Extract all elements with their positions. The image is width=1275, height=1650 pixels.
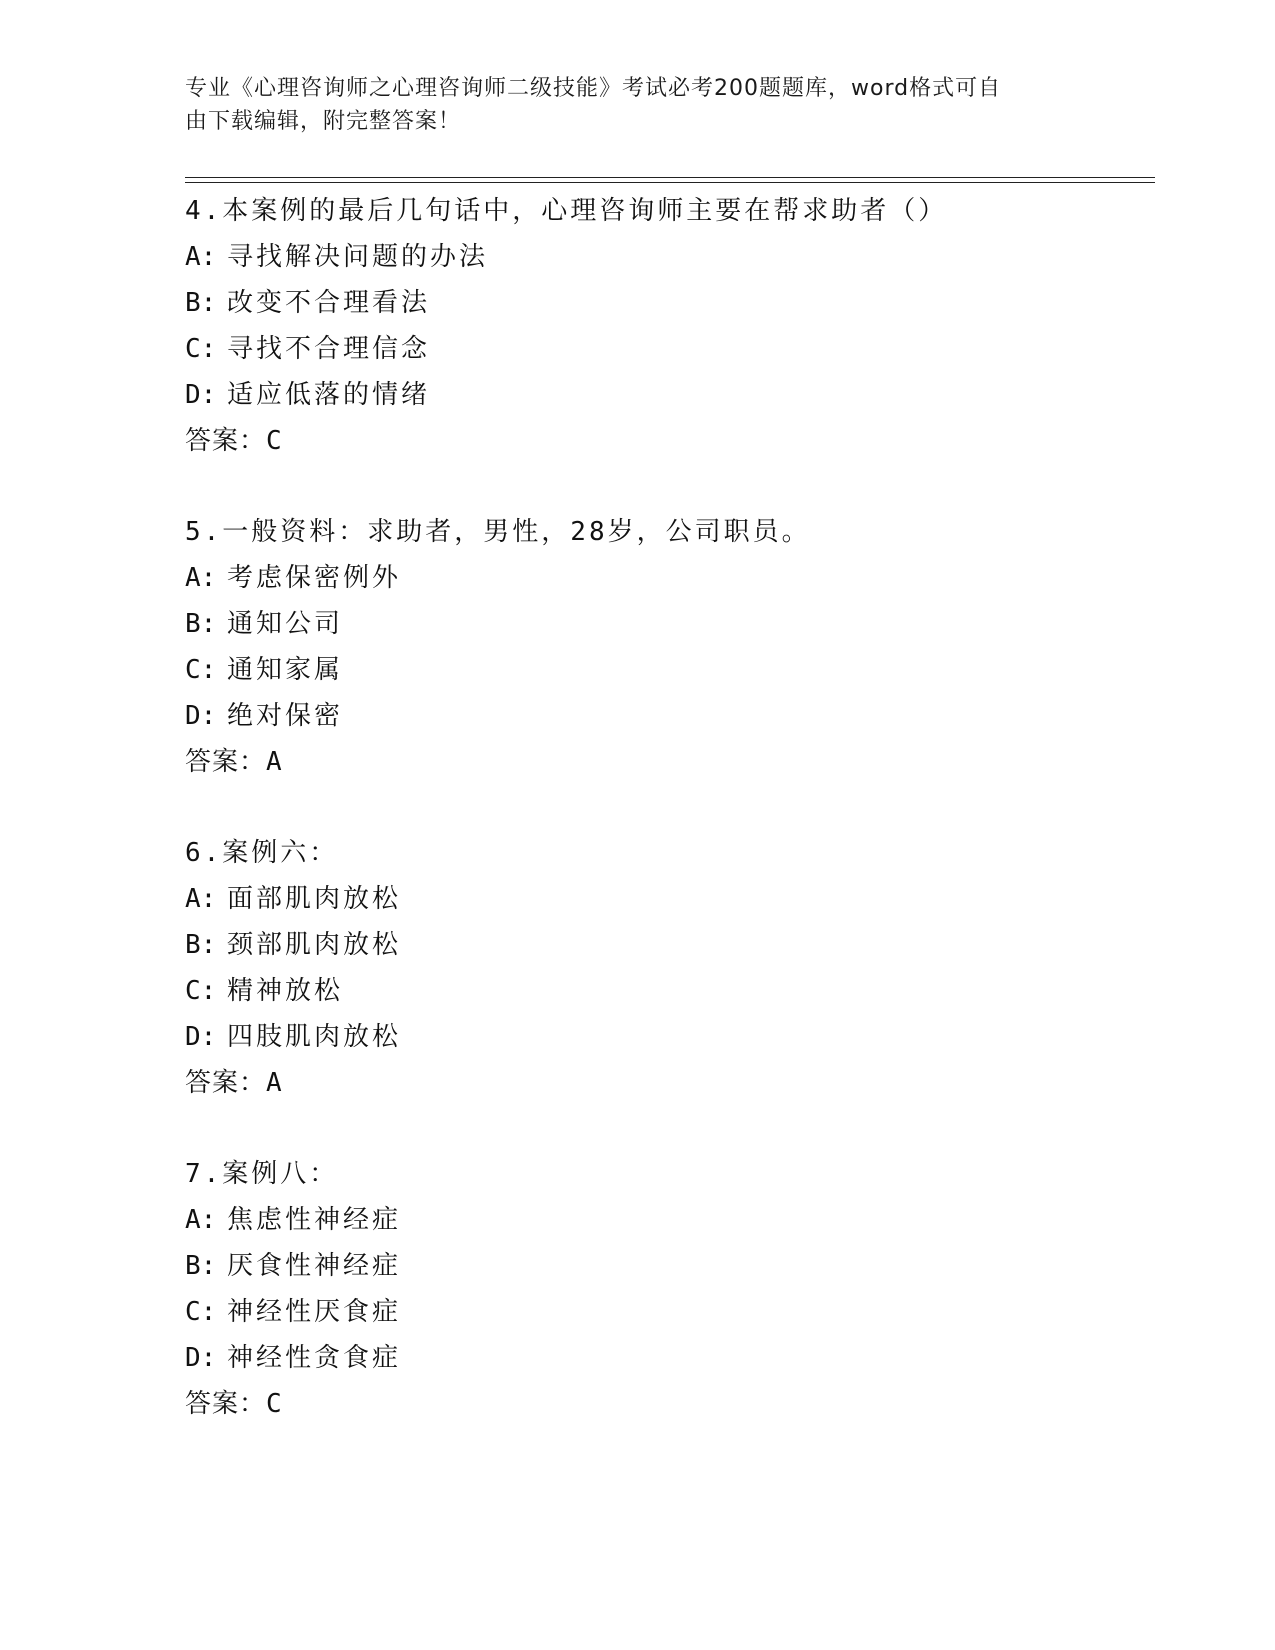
option-text: 改变不合理看法	[227, 288, 431, 318]
option-letter: B:	[185, 288, 217, 318]
option-text: 考虑保密例外	[227, 563, 402, 593]
question-item	[185, 830, 1145, 1106]
question-spacer	[185, 464, 1145, 509]
option-text: 厌食性神经症	[227, 1251, 402, 1281]
option-letter: B:	[185, 930, 217, 960]
option-c	[185, 1289, 1145, 1335]
question-spacer	[185, 1106, 1145, 1151]
option-c	[185, 647, 1145, 693]
option-letter: C:	[185, 655, 217, 685]
question-item	[185, 188, 1145, 464]
option-c	[185, 968, 1145, 1014]
option-text: 通知家属	[227, 655, 344, 685]
option-text: 面部肌肉放松	[227, 884, 402, 914]
question-item	[185, 1151, 1145, 1427]
question-spacer	[185, 785, 1145, 830]
option-a	[185, 1197, 1145, 1243]
header-divider-bottom	[185, 182, 1155, 183]
answer-line	[185, 1381, 1145, 1427]
option-a	[185, 876, 1145, 922]
option-letter: A:	[185, 1205, 217, 1235]
header-divider-top	[185, 177, 1155, 178]
option-text: 绝对保密	[227, 701, 344, 731]
answer-value: A	[266, 747, 283, 777]
option-b	[185, 280, 1145, 326]
option-letter: C:	[185, 334, 217, 364]
option-letter: A:	[185, 563, 217, 593]
question-item	[185, 509, 1145, 785]
option-text: 神经性厌食症	[227, 1297, 402, 1327]
option-letter: D:	[185, 1343, 217, 1373]
answer-value: A	[266, 1068, 283, 1098]
answer-line	[185, 418, 1145, 464]
option-letter: B:	[185, 609, 217, 639]
option-b	[185, 1243, 1145, 1289]
option-letter: C:	[185, 1297, 217, 1327]
option-d	[185, 372, 1145, 418]
option-d	[185, 693, 1145, 739]
option-text: 适应低落的情绪	[227, 380, 431, 410]
answer-label: 答案：	[185, 747, 267, 777]
header-line-1: 专业《心理咨询师之心理咨询师二级技能》考试必考200题题库，word格式可自	[185, 76, 1002, 101]
option-letter: A:	[185, 242, 217, 272]
option-b	[185, 601, 1145, 647]
option-text: 颈部肌肉放松	[227, 930, 402, 960]
question-stem: 7.案例八：	[185, 1159, 339, 1189]
option-text: 神经性贪食症	[227, 1343, 402, 1373]
question-list	[185, 188, 1145, 1427]
option-text: 寻找解决问题的办法	[227, 242, 489, 272]
answer-label: 答案：	[185, 1068, 267, 1098]
option-letter: D:	[185, 1022, 217, 1052]
answer-line	[185, 739, 1145, 785]
option-text: 四肢肌肉放松	[227, 1022, 402, 1052]
option-c	[185, 326, 1145, 372]
option-letter: C:	[185, 976, 217, 1006]
question-stem: 5.一般资料：求助者，男性，28岁，公司职员。	[185, 517, 811, 547]
option-text: 寻找不合理信念	[227, 334, 431, 364]
option-letter: B:	[185, 1251, 217, 1281]
answer-label: 答案：	[185, 1389, 267, 1419]
option-d	[185, 1335, 1145, 1381]
document-header	[185, 72, 1065, 138]
option-letter: A:	[185, 884, 217, 914]
option-a	[185, 555, 1145, 601]
question-stem: 6.案例六：	[185, 838, 339, 868]
answer-value: C	[266, 426, 283, 456]
option-letter: D:	[185, 380, 217, 410]
option-d	[185, 1014, 1145, 1060]
answer-label: 答案：	[185, 426, 267, 456]
option-text: 精神放松	[227, 976, 344, 1006]
option-text: 通知公司	[227, 609, 344, 639]
option-text: 焦虑性神经症	[227, 1205, 402, 1235]
option-letter: D:	[185, 701, 217, 731]
answer-line	[185, 1060, 1145, 1106]
answer-value: C	[266, 1389, 283, 1419]
question-stem: 4.本案例的最后几句话中，心理咨询师主要在帮求助者（）	[185, 196, 948, 226]
option-a	[185, 234, 1145, 280]
header-line-2: 由下载编辑，附完整答案！	[185, 109, 462, 134]
option-b	[185, 922, 1145, 968]
